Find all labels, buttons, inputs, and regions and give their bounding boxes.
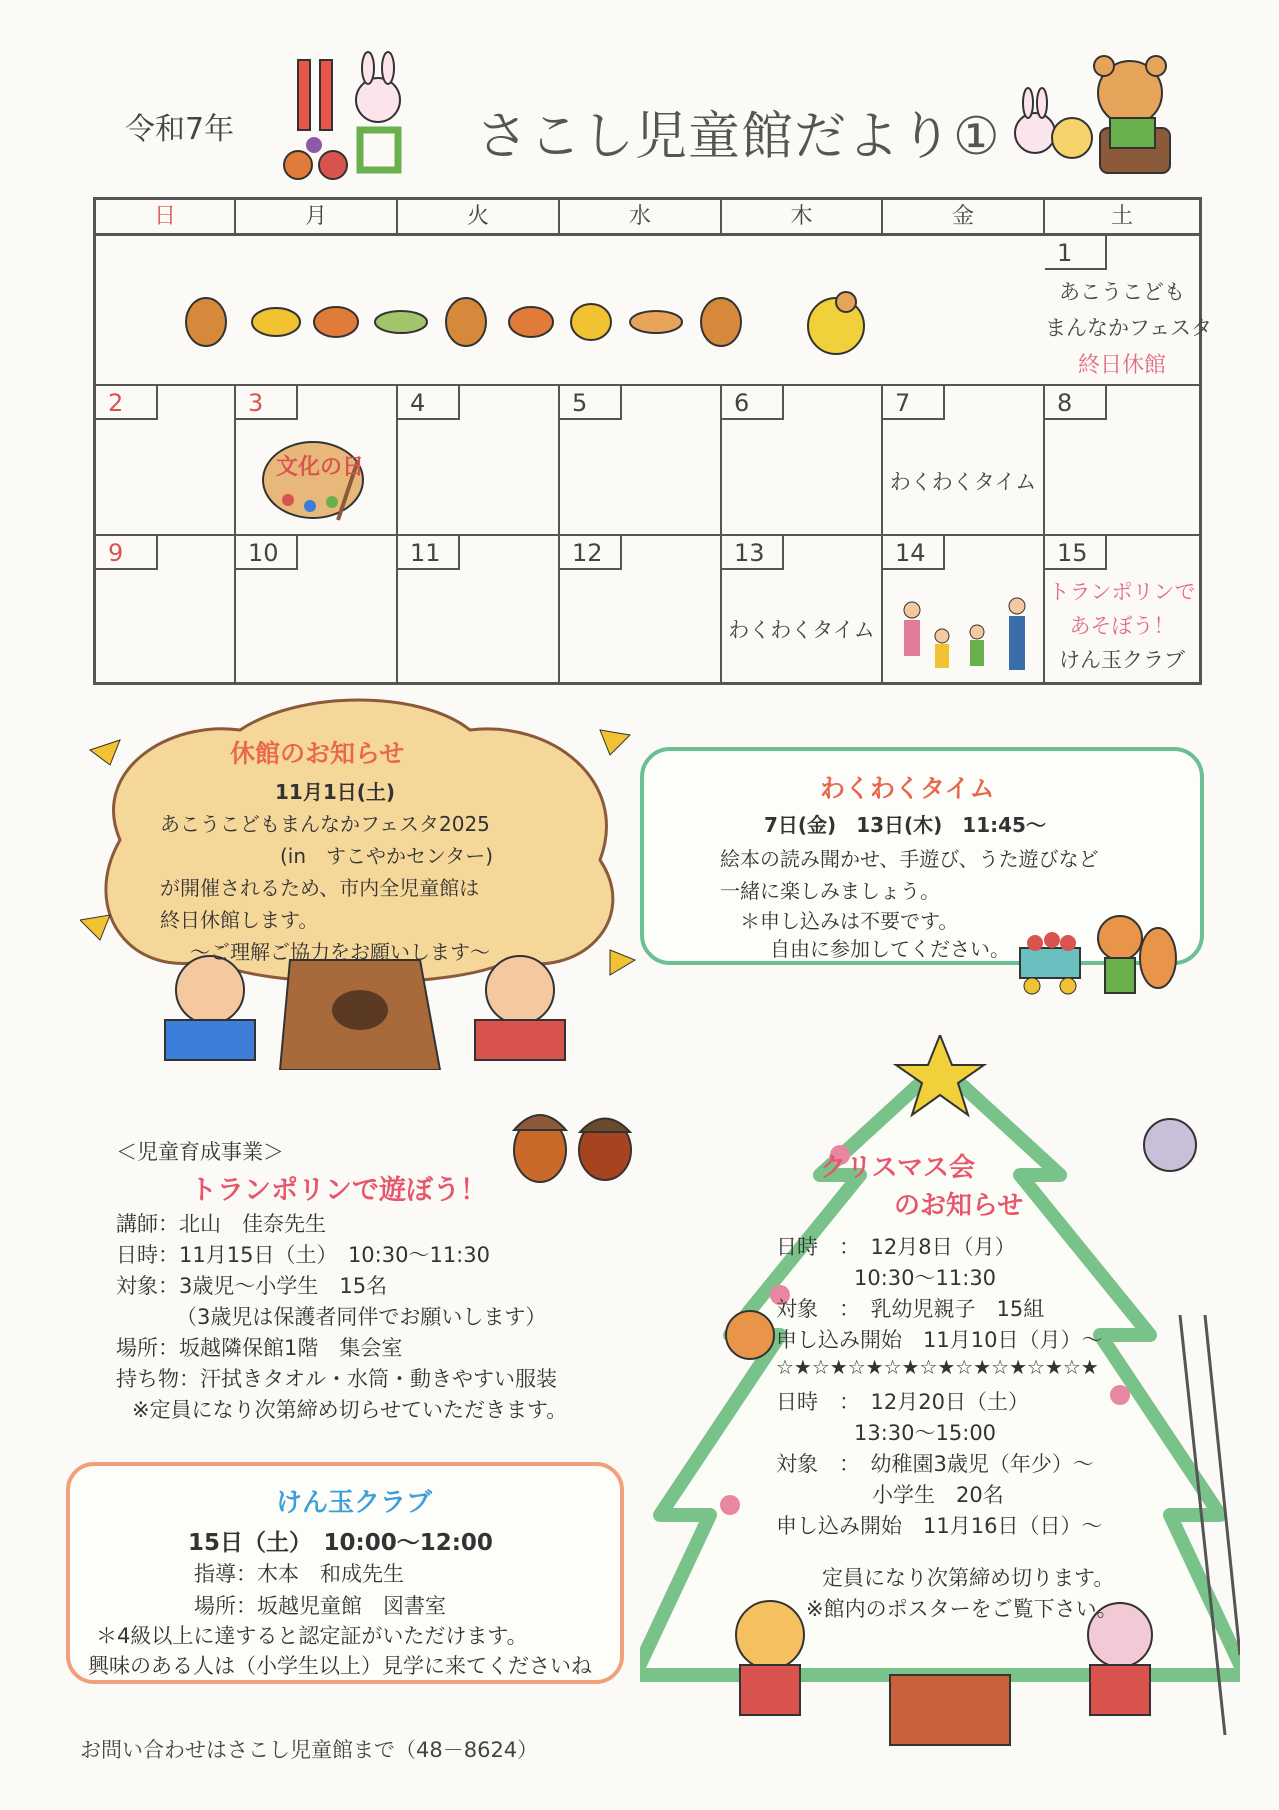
trampoline-category: ＜児童育成事業＞ bbox=[116, 1140, 284, 1164]
christmas-heading-line1: クリスマス会 bbox=[820, 1153, 975, 1183]
trampoline-deadline: ※定員になり次第締め切らせていただきます。 bbox=[132, 1398, 568, 1422]
wakuwaku-date: 7日(金) 13日(木) 11:45～ bbox=[764, 813, 1046, 837]
kendama-club-box bbox=[66, 1462, 624, 1684]
day-number: 2 bbox=[96, 386, 158, 420]
calendar-grid bbox=[93, 197, 1212, 685]
day-number: 6 bbox=[722, 386, 784, 420]
cell-tue-4 bbox=[398, 386, 560, 534]
wakuwaku-line3: ＊申し込みは不要です。 bbox=[740, 909, 959, 933]
christmas-heading-line2: のお知らせ bbox=[894, 1191, 1024, 1221]
weekday-header bbox=[96, 200, 1199, 236]
weekday-tue: 火 bbox=[398, 200, 560, 233]
day-number: 11 bbox=[398, 536, 460, 570]
trampoline-place: 場所：坂越隣保館1階 集会室 bbox=[116, 1336, 403, 1360]
wakuwaku-heading: わくわくタイム bbox=[820, 774, 995, 803]
christmas-note1: 定員になり次第締め切ります。 bbox=[822, 1566, 1115, 1590]
wakuwaku-line2: 一緒に楽しみましょう。 bbox=[720, 879, 940, 903]
christmas-s1-apply: 申し込み開始 11月10日（月）～ bbox=[776, 1328, 1103, 1352]
event-trampoline-line2: あそぼう！ bbox=[1069, 614, 1175, 638]
day-number: 4 bbox=[398, 386, 460, 420]
trampoline-datetime: 日時：11月15日（土） 10:30～11:30 bbox=[116, 1243, 490, 1267]
closure-line3: が開催されるため、市内全児童館は bbox=[160, 876, 480, 900]
day-number: 12 bbox=[560, 536, 622, 570]
weekday-thu: 木 bbox=[722, 200, 883, 233]
day-number: 9 bbox=[96, 536, 158, 570]
squirrel-cart-illustration bbox=[1010, 908, 1180, 1008]
christmas-s2-apply: 申し込み開始 11月16日（日）～ bbox=[776, 1514, 1103, 1538]
cell-fri-7 bbox=[883, 386, 1045, 534]
day-number: 5 bbox=[560, 386, 622, 420]
day-number: 15 bbox=[1045, 536, 1107, 570]
kendama-heading: けん玉クラブ bbox=[276, 1488, 433, 1518]
calendar-week-1 bbox=[96, 236, 1212, 386]
day-number: 10 bbox=[236, 536, 298, 570]
event-wakuwaku: わくわくタイム bbox=[889, 470, 1037, 494]
trampoline-section bbox=[110, 1130, 640, 1430]
trampoline-teacher: 講師：北山 佳奈先生 bbox=[116, 1212, 326, 1236]
closure-date: 11月1日(土) bbox=[275, 780, 396, 804]
cell-sun-9 bbox=[96, 536, 236, 682]
cell-mon-3 bbox=[236, 386, 398, 534]
newsletter-title: さこし児童館だより① bbox=[476, 107, 1001, 167]
trampoline-target: 対象：3歳児～小学生 15名 bbox=[116, 1274, 388, 1298]
weekday-sat: 土 bbox=[1110, 204, 1133, 229]
christmas-note2: ※館内のポスターをご覧下さい。 bbox=[806, 1597, 1118, 1621]
kendama-date: 15日（土） 10:00～12:00 bbox=[188, 1530, 493, 1556]
cell-sun-2 bbox=[96, 386, 236, 534]
cell-thu-13 bbox=[722, 536, 883, 682]
event-closed: 終日休館 bbox=[1077, 353, 1166, 378]
closure-heading: 休館のお知らせ bbox=[230, 739, 405, 768]
christmas-s2-time: 13:30～15:00 bbox=[854, 1421, 997, 1445]
animals-reading-illustration bbox=[1000, 48, 1190, 188]
day-number: 7 bbox=[883, 386, 945, 420]
christmas-stars-divider: ☆★☆★☆★☆★☆★☆★☆★☆★☆★ bbox=[776, 1355, 1099, 1379]
christmas-s1-date: 日時 ： 12月8日（月） bbox=[776, 1235, 1016, 1259]
event-trampoline-line1: トランポリンで bbox=[1048, 580, 1196, 604]
christmas-s2-date: 日時 ： 12月20日（土） bbox=[776, 1390, 1029, 1414]
closure-line5: ～ご理解ご協力をお願いします～ bbox=[190, 940, 490, 964]
header-era: 令和7年 bbox=[125, 112, 235, 147]
kendama-note1: ＊4級以上に達すると認定証がいただけます。 bbox=[96, 1624, 528, 1648]
calendar-week-2 bbox=[96, 386, 1199, 536]
cell-wed-5 bbox=[560, 386, 722, 534]
closure-line2: (in すこやかセンター) bbox=[280, 844, 494, 868]
trampoline-heading: トランポリンで遊ぼう！ bbox=[190, 1175, 487, 1206]
cell-sat-8 bbox=[1045, 386, 1199, 534]
day-number: 3 bbox=[236, 386, 298, 420]
family-illustration bbox=[897, 596, 1037, 676]
cell-wed-12 bbox=[560, 536, 722, 682]
kendama-note2: 興味のある人は（小学生以上）見学に来てくださいね bbox=[88, 1654, 592, 1678]
christmas-s2-target1: 対象 ： 幼稚園3歳児（年少）～ bbox=[776, 1452, 1094, 1476]
trampoline-items: 持ち物：汗拭きタオル・水筒・動きやすい服装 bbox=[116, 1367, 557, 1391]
weekday-wed: 水 bbox=[560, 200, 722, 233]
contact-info: お問い合わせはさこし児童館まで（48－8624） bbox=[80, 1738, 539, 1762]
kendama-teacher: 指導：木本 和成先生 bbox=[194, 1562, 404, 1586]
wakuwaku-line4: 自由に参加してください。 bbox=[770, 937, 1010, 961]
closure-line1: あこうこどもまんなかフェスタ2025 bbox=[160, 812, 490, 836]
cell-fri-14 bbox=[883, 536, 1045, 682]
day-number: 8 bbox=[1045, 386, 1107, 420]
christmas-s1-time: 10:30～11:30 bbox=[854, 1266, 997, 1290]
kendama-place: 場所：坂越児童館 図書室 bbox=[194, 1594, 446, 1618]
wakuwaku-line1: 絵本の読み聞かせ、手遊び、うた遊びなど bbox=[720, 847, 1099, 871]
calendar-week-3 bbox=[96, 536, 1199, 682]
christmas-party-section bbox=[640, 1035, 1240, 1775]
cell-thu-6 bbox=[722, 386, 883, 534]
day-number: 13 bbox=[722, 536, 784, 570]
weekday-mon: 月 bbox=[236, 200, 398, 233]
event-festa-line1: あこうこども bbox=[1059, 280, 1185, 304]
event-wakuwaku: わくわくタイム bbox=[728, 618, 875, 642]
christmas-s2-target2: 小学生 20名 bbox=[872, 1483, 1004, 1507]
day-number: 1 bbox=[1045, 236, 1107, 270]
closure-notice bbox=[80, 690, 640, 1070]
culture-day-label: 文化の日 bbox=[276, 455, 365, 480]
christmas-s1-target: 対象 ： 乳幼児親子 15組 bbox=[776, 1297, 1045, 1321]
weekday-sun: 日 bbox=[96, 200, 236, 233]
event-festa-line2: まんなかフェスタ bbox=[1045, 316, 1212, 340]
weekday-fri: 金 bbox=[883, 200, 1045, 233]
trampoline-note: （3歳児は保護者同伴でお願いします） bbox=[176, 1305, 547, 1329]
cell-tue-11 bbox=[398, 536, 560, 682]
month-title-illustration bbox=[278, 40, 428, 190]
cell-sat-15 bbox=[1045, 536, 1199, 682]
day-number: 14 bbox=[883, 536, 945, 570]
cell-mon-10 bbox=[236, 536, 398, 682]
event-kendama: けん玉クラブ bbox=[1059, 648, 1185, 672]
cell-sat-1 bbox=[1045, 236, 1212, 384]
closure-line4: 終日休館します。 bbox=[160, 908, 319, 932]
autumn-leaves-decoration bbox=[176, 286, 876, 356]
